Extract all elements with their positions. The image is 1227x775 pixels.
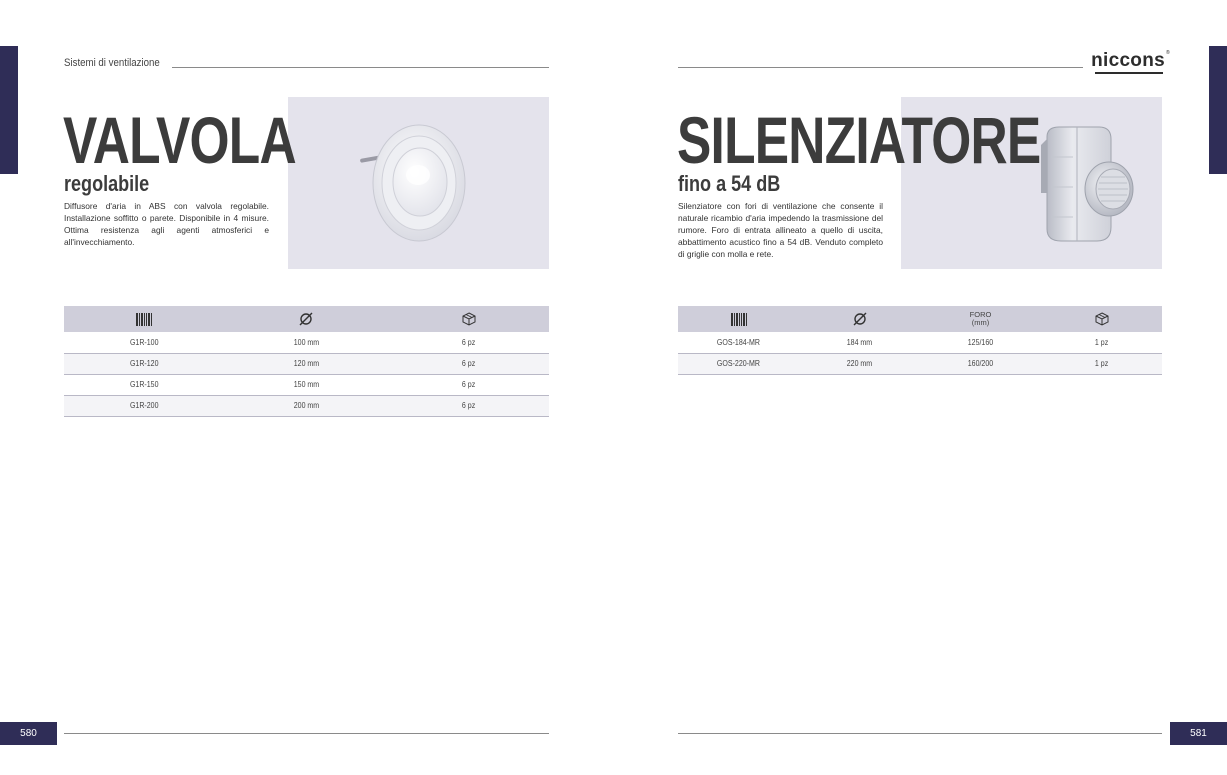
product-code: G1R-120 bbox=[64, 353, 224, 374]
box-icon bbox=[462, 312, 476, 326]
product-quantity: 6 pz bbox=[389, 374, 549, 395]
product-quantity: 6 pz bbox=[389, 332, 549, 353]
diameter-icon bbox=[853, 312, 867, 326]
left-edge-bar bbox=[0, 46, 18, 174]
product-description-right: Silenziatore con fori di ventilazione che consente il naturale ricambio d'aria impedendo la trasmissione del rumore. Foro di entrata allineato a quello di uscita, abbattimento acustico fino a 54 dB. Venduto completo di griglie con molla e rete. bbox=[678, 201, 883, 259]
product-diameter: 100 mm bbox=[224, 332, 389, 353]
product-quantity: 1 pz bbox=[1041, 353, 1162, 374]
product-title-left: VALVOLA bbox=[63, 103, 296, 177]
barcode-header bbox=[64, 306, 224, 332]
product-foro: 125/160 bbox=[920, 332, 1041, 353]
product-foro: 160/200 bbox=[920, 353, 1041, 374]
section-label: Sistemi di ventilazione bbox=[64, 57, 160, 69]
barcode-icon bbox=[731, 313, 747, 326]
product-code: G1R-100 bbox=[64, 332, 224, 353]
brand-logo-underline bbox=[1095, 72, 1163, 74]
foro-unit: (mm) bbox=[971, 318, 990, 327]
product-code: GOS-184-MR bbox=[678, 332, 799, 353]
product-subtitle-right: fino a 54 dB bbox=[678, 171, 781, 196]
product-diameter: 200 mm bbox=[224, 395, 389, 416]
header-rule-right bbox=[678, 67, 1083, 68]
product-code: G1R-200 bbox=[64, 395, 224, 416]
spec-table-right bbox=[678, 306, 1162, 375]
footer-rule-left bbox=[64, 733, 549, 734]
product-code: G1R-150 bbox=[64, 374, 224, 395]
quantity-header bbox=[389, 306, 549, 332]
page-number-left: 580 bbox=[0, 722, 57, 745]
product-diameter: 120 mm bbox=[224, 353, 389, 374]
diameter-header bbox=[799, 306, 920, 332]
round-air-valve-image bbox=[288, 97, 549, 269]
product-image-box-left bbox=[288, 97, 549, 269]
table-row bbox=[64, 395, 549, 416]
brand-logo: niccons ® bbox=[1091, 50, 1170, 71]
barcode-header bbox=[678, 306, 799, 332]
brand-name: niccons bbox=[1091, 50, 1165, 71]
product-quantity: 6 pz bbox=[389, 353, 549, 374]
right-edge-bar bbox=[1209, 46, 1227, 174]
table-row bbox=[678, 332, 1162, 353]
barcode-icon bbox=[136, 313, 152, 326]
product-quantity: 1 pz bbox=[1041, 332, 1162, 353]
table-header-row bbox=[678, 306, 1162, 332]
product-subtitle-left: regolabile bbox=[64, 171, 150, 196]
page-number-right: 581 bbox=[1170, 722, 1227, 745]
product-diameter: 150 mm bbox=[224, 374, 389, 395]
product-code: GOS-220-MR bbox=[678, 353, 799, 374]
diameter-icon bbox=[299, 312, 313, 326]
product-quantity: 6 pz bbox=[389, 395, 549, 416]
foro-header bbox=[920, 306, 1041, 332]
spec-table-left bbox=[64, 306, 549, 417]
foro-label: FORO bbox=[969, 310, 992, 319]
table-row bbox=[64, 353, 549, 374]
product-diameter: 184 mm bbox=[799, 332, 920, 353]
table-header-row bbox=[64, 306, 549, 332]
product-description-left: Diffusore d'aria in ABS con valvola regolabile. Installazione soffitto o parete. Disponibile in 4 misure. Ottima resistenza agli agenti atmosferici e all'invecchiamento. bbox=[64, 201, 269, 247]
box-icon bbox=[1095, 312, 1109, 326]
table-row bbox=[64, 374, 549, 395]
header-rule-left bbox=[172, 67, 549, 68]
quantity-header bbox=[1041, 306, 1162, 332]
product-diameter: 220 mm bbox=[799, 353, 920, 374]
table-row bbox=[64, 332, 549, 353]
diameter-header bbox=[224, 306, 389, 332]
table-row bbox=[678, 353, 1162, 374]
product-title-right: SILENZIATORE bbox=[677, 103, 1041, 177]
footer-rule-right bbox=[678, 733, 1162, 734]
